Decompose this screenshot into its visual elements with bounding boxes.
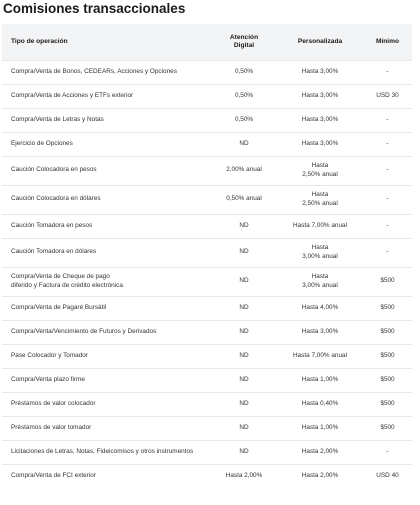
digital-fee-cell: ND [211, 132, 277, 156]
minimum-cell: - [363, 108, 412, 132]
personalized-fee-cell: Hasta 1,00% [277, 368, 363, 392]
personalized-fee-cell: Hasta 3,00% anual [277, 267, 363, 296]
digital-fee-cell: ND [211, 392, 277, 416]
table-row [2, 156, 412, 185]
personalized-fee-cell: Hasta 1,00% [277, 416, 363, 440]
minimum-cell: - [363, 238, 412, 267]
personalized-fee-cell: Hasta 2,50% anual [277, 156, 363, 185]
operation-type-cell: Compra/Venta de Letras y Notas [2, 108, 211, 132]
operation-type-cell: Préstamos de valor tomador [2, 416, 211, 440]
minimum-cell: USD 40 [363, 464, 412, 488]
minimum-cell: $500 [363, 344, 412, 368]
table-row [2, 108, 412, 132]
operation-type-cell: Compra/Venta de Acciones y ETFs exterior [2, 84, 211, 108]
personalized-fee-cell: Hasta 3,00% [277, 84, 363, 108]
personalized-fee-cell: Hasta 4,00% [277, 296, 363, 320]
table-row [2, 84, 412, 108]
minimum-cell: - [363, 185, 412, 214]
digital-fee-cell: ND [211, 214, 277, 238]
table-row [2, 416, 412, 440]
personalized-fee-cell: Hasta 3,00% [277, 320, 363, 344]
digital-fee-cell: ND [211, 238, 277, 267]
header-row [2, 24, 412, 60]
digital-fee-cell: ND [211, 368, 277, 392]
table-body [2, 60, 412, 488]
digital-fee-cell: ND [211, 267, 277, 296]
operation-type-cell: Compra/Venta de Bonos, CEDEARs, Acciones y Opciones [2, 60, 211, 84]
minimum-cell: $500 [363, 368, 412, 392]
digital-fee-cell: 0,50% [211, 60, 277, 84]
operation-type-cell: Compra/Venta plazo firme [2, 368, 211, 392]
table-row [2, 440, 412, 464]
table-row [2, 214, 412, 238]
minimum-cell: $500 [363, 296, 412, 320]
personalized-fee-cell: Hasta 3,00% anual [277, 238, 363, 267]
table-row [2, 60, 412, 84]
operation-type-cell: Compra/Venta/Vencimiento de Futuros y Derivados [2, 320, 211, 344]
digital-fee-cell: ND [211, 416, 277, 440]
operation-type-cell: Licitaciones de Letras, Notas, Fideicomisos y otros instrumentos [2, 440, 211, 464]
table-row [2, 132, 412, 156]
table-row [2, 238, 412, 267]
digital-fee-cell: ND [211, 344, 277, 368]
digital-fee-cell: 0,50% anual [211, 185, 277, 214]
table-row [2, 344, 412, 368]
operation-type-cell: Caución Colocadora en pesos [2, 156, 211, 185]
personalized-fee-cell: Hasta 2,50% anual [277, 185, 363, 214]
minimum-cell: $500 [363, 392, 412, 416]
personalized-fee-cell: Hasta 2,00% [277, 464, 363, 488]
personalized-fee-cell: Hasta 2,00% [277, 440, 363, 464]
operation-type-cell: Caución Tomadora en dólares [2, 238, 211, 267]
operation-type-cell: Compra/Venta de Pagaré Bursátil [2, 296, 211, 320]
digital-fee-cell: ND [211, 296, 277, 320]
header-digital: Atención Digital [211, 24, 277, 60]
personalized-fee-cell: Hasta 7,00% anual [277, 214, 363, 238]
operation-type-cell: Compra/Venta de Cheque de pago diferido y Factura de crédito electrónica [2, 267, 211, 296]
table-row [2, 464, 412, 488]
personalized-fee-cell: Hasta 3,00% [277, 132, 363, 156]
operation-type-cell: Compra/Venta de FCI exterior [2, 464, 211, 488]
table-row [2, 368, 412, 392]
table-header [2, 24, 412, 60]
minimum-cell: $500 [363, 416, 412, 440]
minimum-cell: - [363, 132, 412, 156]
minimum-cell: $500 [363, 267, 412, 296]
minimum-cell: - [363, 214, 412, 238]
table-row [2, 320, 412, 344]
digital-fee-cell: 2,00% anual [211, 156, 277, 185]
personalized-fee-cell: Hasta 3,00% [277, 60, 363, 84]
table-row [2, 185, 412, 214]
operation-type-cell: Caución Colocadora en dólares [2, 185, 211, 214]
header-personalized: Personalizada [277, 24, 363, 60]
minimum-cell: USD 30 [363, 84, 412, 108]
operation-type-cell: Ejercicio de Opciones [2, 132, 211, 156]
page-title: Comisiones transaccionales [3, 1, 186, 16]
table-row [2, 392, 412, 416]
table-row [2, 296, 412, 320]
minimum-cell: - [363, 156, 412, 185]
header-minimum: Mínimo [363, 24, 412, 60]
personalized-fee-cell: Hasta 7,00% anual [277, 344, 363, 368]
fees-table [2, 24, 412, 488]
digital-fee-cell: ND [211, 440, 277, 464]
digital-fee-cell: Hasta 2,00% [211, 464, 277, 488]
header-operation-type: Tipo de operación [2, 24, 211, 60]
digital-fee-cell: 0,50% [211, 108, 277, 132]
digital-fee-cell: 0,50% [211, 84, 277, 108]
minimum-cell: - [363, 60, 412, 84]
operation-type-cell: Caución Tomadora en pesos [2, 214, 211, 238]
minimum-cell: $500 [363, 320, 412, 344]
personalized-fee-cell: Hasta 3,00% [277, 108, 363, 132]
operation-type-cell: Pase Colocador y Tomador [2, 344, 211, 368]
digital-fee-cell: ND [211, 320, 277, 344]
operation-type-cell: Préstamos de valor colocador [2, 392, 211, 416]
minimum-cell: - [363, 440, 412, 464]
personalized-fee-cell: Hasta 0,40% [277, 392, 363, 416]
table-row [2, 267, 412, 296]
